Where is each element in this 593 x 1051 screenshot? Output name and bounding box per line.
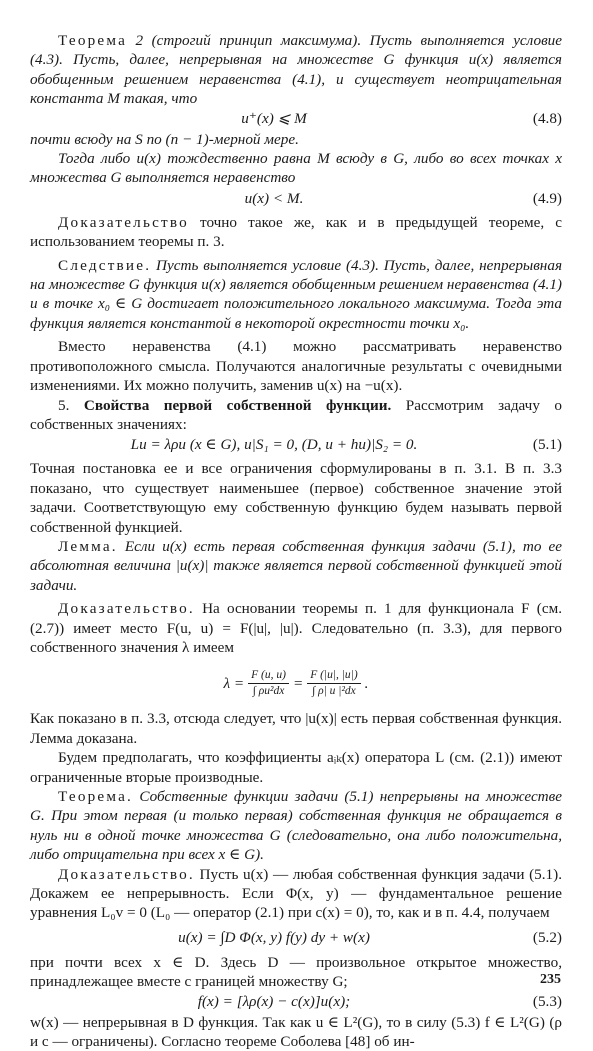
theorem-text: 2 (строгий принцип максимума). Пусть выполняется условие (4.3). Пусть, далее, непрерывная на множестве G функция u(x) является обобщенным решением неравенства (4.1), и существует неотрицательная константа M такая, что bbox=[30, 32, 562, 108]
proof-text: На основании теоремы п. 1 для функционала F (см. (2.7)) имеет место F(u, u) = F(|u|, |u|). Следовательно (п. 3.3), для первого собственного значения λ имеем bbox=[30, 600, 562, 656]
paragraph-either-or: Тогда либо u(x) тождественно равна M всюду в G, либо во всех точках x множества G выполняется неравенство bbox=[30, 150, 562, 187]
period: . bbox=[364, 674, 369, 692]
theorem-text: Собственные функции задачи (5.1) непрерывны на множестве G. При этом первая (и только первая) собственная функция не обращается в нуль ни в одной точке множества G (следовательно, она либо положительна, либо отрицательна при всех x ∈ G). bbox=[30, 788, 562, 864]
proof-head: Доказательство. bbox=[58, 600, 195, 618]
section-number: 5. bbox=[58, 396, 70, 414]
paragraph-almost-all: при почти всех x ∈ D. Здесь D — произвольное открытое множество, принадлежащее вместе с границей множеству G; bbox=[30, 953, 562, 991]
paragraph-measure: почти всюду на S по (n − 1)-мерной мере. bbox=[30, 130, 299, 148]
equation-5-1 bbox=[30, 434, 562, 455]
fraction-denominator: ∫ ρu²dx bbox=[252, 684, 285, 697]
equation-formula: u(x) < M. bbox=[244, 189, 304, 207]
fraction-1 bbox=[248, 669, 289, 698]
fraction-numerator: F (|u|, |u|) bbox=[310, 668, 358, 681]
theorem-paragraph bbox=[30, 787, 562, 865]
proof-text: Пусть u(x) — любая собственная функция задачи (5.1). Докажем ее непрерывность. Если Φ(x, y) — фундаментальное решение уравнения L₀v = 0 (L₀ — оператор (2.1) при c(x) = 0), то, как и в п. 4.4, получаем bbox=[30, 865, 562, 922]
theorem-head: Теорема bbox=[58, 32, 128, 49]
proof-head: Доказательство. bbox=[58, 865, 195, 883]
page-body bbox=[30, 31, 562, 1051]
rayleigh-quotient-equation bbox=[30, 657, 562, 709]
proof-paragraph bbox=[30, 213, 562, 252]
equation-5-2 bbox=[30, 923, 562, 953]
equation-5-3 bbox=[30, 992, 562, 1013]
section-title: Свойства первой собственной функции. bbox=[83, 396, 392, 414]
fraction-denominator: ∫ ρ| u |²dx bbox=[312, 684, 356, 697]
lemma-proof-paragraph bbox=[30, 599, 562, 657]
equation-number: (5.2) bbox=[532, 929, 562, 947]
equals-sign: = bbox=[292, 674, 304, 692]
lemma-paragraph bbox=[30, 537, 562, 595]
equation-formula: u(x) = ∫D Φ(x, y) f(y) dy + w(x) bbox=[178, 929, 370, 947]
lemma-head: Лемма. bbox=[58, 537, 118, 555]
equation-4-8 bbox=[30, 109, 562, 130]
page-number: 235 bbox=[540, 972, 561, 987]
proof-head: Доказательство bbox=[58, 213, 189, 231]
paragraph-statement: Точная постановка ее и все ограничения сформулированы в п. 3.1. В п. 3.3 показано, что существует наименьшее (первое) собственное значение этой задачи. Соответствующую ему собственную функцию будем называть первой собственной функцией. bbox=[30, 460, 562, 536]
theorem-proof-paragraph bbox=[30, 865, 562, 923]
paragraph-coefficients: Будем предполагать, что коэффициенты aᵢₖ(x) оператора L (см. (2.1)) имеют ограниченные вторые производные. bbox=[30, 749, 562, 786]
equation-number: (4.9) bbox=[532, 189, 562, 207]
equation-formula: f(x) = [λρ(x) − c(x)]u(x); bbox=[197, 993, 351, 1011]
equation-number: (5.3) bbox=[532, 993, 562, 1011]
paragraph-lemma-proved: Как показано в п. 3.3, отсюда следует, что |u(x)| есть первая собственная функция. Лемма доказана. bbox=[30, 710, 562, 747]
section-text: Рассмотрим задачу о собственных значениях: bbox=[30, 396, 562, 433]
theorem-2-paragraph bbox=[30, 31, 562, 109]
section-5-paragraph bbox=[30, 396, 562, 435]
corollary-head: Следствие. bbox=[58, 256, 152, 274]
equation-formula: u⁺(x) ⩽ M bbox=[241, 110, 307, 128]
proof-text: точно такое же, как и в предыдущей теореме, с использованием теоремы п. 3. bbox=[30, 213, 562, 251]
paragraph-continuous: w(x) — непрерывная в D функция. Так как u ∈ L²(G), то в силу (5.3) f ∈ L²(G) (ρ и c — ограничены). Согласно теореме Соболева [48] об ин- bbox=[30, 1013, 562, 1051]
lemma-text: Если u(x) есть первая собственная функция задачи (5.1), то ее абсолютная величина |u(x)| также является первой собственной функцией этой задачи. bbox=[30, 537, 562, 594]
theorem-head: Теорема. bbox=[58, 788, 134, 805]
equation-number: (5.1) bbox=[532, 436, 562, 454]
corollary-paragraph bbox=[30, 256, 562, 334]
lambda-lhs: λ = bbox=[223, 674, 245, 692]
equation-number: (4.8) bbox=[532, 110, 562, 128]
paragraph-opposite: Вместо неравенства (4.1) можно рассматривать неравенство противоположного смысла. Получаются аналогичные результаты с очевидными изменениями. Их можно получить, заменив u(x) на −u(x). bbox=[30, 338, 562, 395]
fraction-2 bbox=[307, 669, 360, 698]
equation-formula: Lu = λρu (x ∈ G), u|S₁ = 0, (D, u + hu)|S₂ = 0. bbox=[130, 436, 418, 454]
fraction-numerator: F (u, u) bbox=[251, 668, 286, 681]
corollary-text: Пусть выполняется условие (4.3). Пусть, далее, непрерывная на множестве G функция u(x) является обобщенным решением неравенства (4.1) и в точке x₀ ∈ G достигает положительного локального максимума. Тогда эта функция является константой в некоторой окрестности точки x₀. bbox=[30, 256, 562, 332]
equation-4-9 bbox=[30, 188, 562, 209]
